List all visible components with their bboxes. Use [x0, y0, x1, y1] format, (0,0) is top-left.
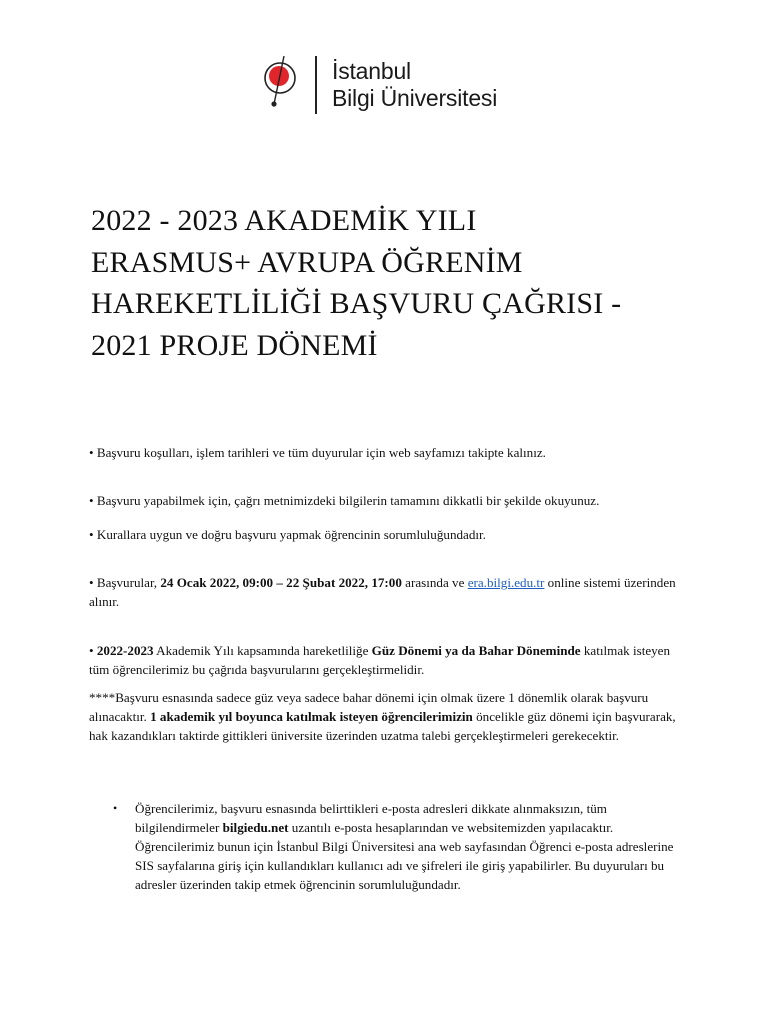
dates-range: 24 Ocak 2022, 09:00 – 22 Şubat 2022, 17:00 [160, 575, 402, 590]
term-paragraph [89, 641, 689, 679]
note-prefix: ****Başvuru esnasında sadece güz veya sadece bahar dönemi için olmak üzere 1 dönemlik olarak başvuru alınacaktır. [89, 690, 649, 724]
era-link[interactable]: era.bilgi.edu.tr [467, 575, 545, 590]
logo-text-line2: Bilgi Üniversitesi [332, 85, 498, 111]
note-bold: 1 akademik yıl boyunca katılmak isteyen öğrencilerimizin [150, 709, 473, 724]
email-list [113, 799, 683, 894]
title-line-4: 2021 PROJE DÖNEMİ [91, 328, 378, 362]
title-line-2: ERASMUS+ AVRUPA ÖĞRENİM [91, 245, 523, 279]
email-prefix: Öğrencilerimiz, başvuru esnasında belirttikleri e-posta adresleri dikkate alınmaksızın, tüm bilgilendirmeler [135, 801, 607, 835]
info-bullet-2: • Başvuru yapabilmek için, çağrı metnimizdeki bilgilerin tamamını dikkatli bir şekilde okuyunuz. [89, 493, 600, 508]
term-suffix: katılmak isteyen tüm öğrencilerimiz bu çağrıda başvurularını gerçekleştirmelidir. [89, 643, 671, 677]
dates-mid: arasında ve [401, 575, 468, 590]
title-line-1: 2022 - 2023 AKADEMİK YILI [91, 204, 477, 237]
logo-divider [315, 56, 317, 114]
info-bullet-1: • Başvuru koşulları, işlem tarihleri ve tüm duyurular için web sayfamızı takipte kalınız. [89, 445, 546, 460]
term-year: 2022-2023 [96, 643, 154, 658]
term-mid: Akademik Yılı kapsamında hareketliliğe [153, 643, 372, 658]
note-suffix: öncelikle güz dönemi için başvurarak, hak kazandıkları taktirde gittikleri üniversite üzerinden uzatma talebi gerçekleştirmeleri gerekecektir. [89, 709, 676, 743]
email-domain: bilgiedu.net [222, 820, 289, 835]
dates-prefix: • Başvurular, [89, 575, 161, 590]
university-logo [262, 54, 512, 116]
email-list-item [135, 799, 683, 894]
note-paragraph [89, 688, 689, 745]
logo-emblem-icon [262, 54, 312, 116]
list-bullet-icon: • [113, 801, 118, 815]
dates-suffix: online sistemi üzerinden alınır. [89, 575, 676, 609]
term-semesters: Güz Dönemi ya da Bahar Döneminde [371, 643, 581, 658]
title-line-3: HAREKETLİLİĞİ BAŞVURU ÇAĞRISI - [91, 287, 622, 320]
page-title [91, 200, 691, 366]
logo-text-line1: İstanbul [332, 58, 411, 84]
info-bullet-3: • Kurallara uygun ve doğru başvuru yapmak öğrencinin sorumluluğundadır. [89, 527, 486, 542]
email-suffix: uzantılı e-posta hesaplarından ve websitemizden yapılacaktır. Öğrencilerimiz bunun için İstanbul Bilgi Üniversitesi ana web sayfasından Öğrenci e-posta adreslerine SIS sayfalarına giriş için kullandıkları kullanıcı adı ve şifreleri ile giriş yapabilirler. Bu duyuruları bu adresler üzerinden takip etmek öğrencinin sorumluluğundadır. [135, 820, 674, 892]
application-dates-paragraph [89, 573, 689, 611]
term-prefix: • [89, 643, 97, 658]
